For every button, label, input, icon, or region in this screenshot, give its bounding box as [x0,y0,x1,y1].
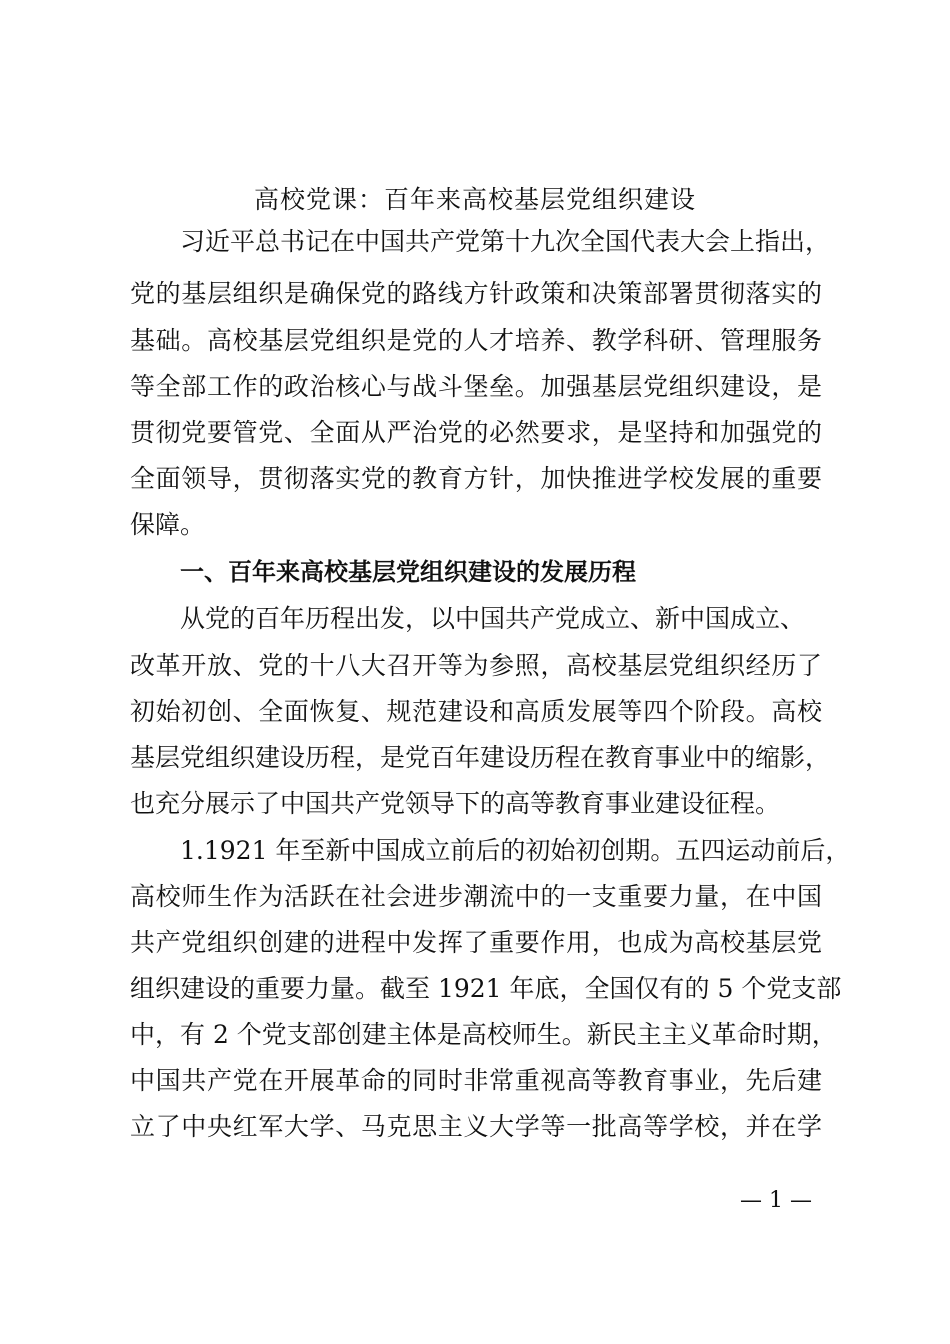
page-number: — 1 — [740,1188,812,1213]
paragraph-line: 基层党组织建设历程，是党百年建设历程在教育事业中的缩影， [130,743,831,772]
paragraph-line: 1.1921 年至新中国成立前后的初始初创期。五四运动前后， [180,836,851,865]
paragraph-line: 保障。 [130,510,206,539]
paragraph-line: 贯彻党要管党、全面从严治党的必然要求，是坚持和加强党的 [130,418,822,447]
paragraph-line: 立了中央红军大学、马克思主义大学等一批高等学校，并在学 [130,1112,822,1141]
paragraph-line: 也充分展示了中国共产党领导下的高等教育事业建设征程。 [130,789,781,818]
paragraph-line: 党的基层组织是确保党的路线方针政策和决策部署贯彻落实的 [130,279,822,308]
paragraph-line: 全面领导，贯彻落实党的教育方针，加快推进学校发展的重要 [130,464,822,493]
paragraph-line: 中国共产党在开展革命的同时非常重视高等教育事业，先后建 [130,1066,822,1095]
paragraph-line: 习近平总书记在中国共产党第十九次全国代表大会上指出， [180,227,831,256]
paragraph-line: 改革开放、党的十八大召开等为参照，高校基层党组织经历了 [130,651,822,680]
paragraph-line: 高校师生作为活跃在社会进步潮流中的一支重要力量，在中国 [130,882,822,911]
paragraph-line: 等全部工作的政治核心与战斗堡垒。加强基层党组织建设，是 [130,372,822,401]
document-title: 高校党课：百年来高校基层党组织建设 [253,185,696,214]
paragraph-line: 中，有 2 个党支部创建主体是高校师生。新民主主义革命时期， [130,1020,837,1049]
paragraph-line: 从党的百年历程出发，以中国共产党成立、新中国成立、 [180,604,806,633]
paragraph-line: 初始初创、全面恢复、规范建设和高质发展等四个阶段。高校 [130,697,822,726]
paragraph-line: 组织建设的重要力量。截至 1921 年底，全国仅有的 5 个党支部 [130,974,842,1003]
paragraph-line: 基础。高校基层党组织是党的人才培养、教学科研、管理服务 [130,326,822,355]
section-heading: 一、百年来高校基层党组织建设的发展历程 [180,558,636,586]
paragraph-line: 共产党组织创建的进程中发挥了重要作用，也成为高校基层党 [130,928,822,957]
